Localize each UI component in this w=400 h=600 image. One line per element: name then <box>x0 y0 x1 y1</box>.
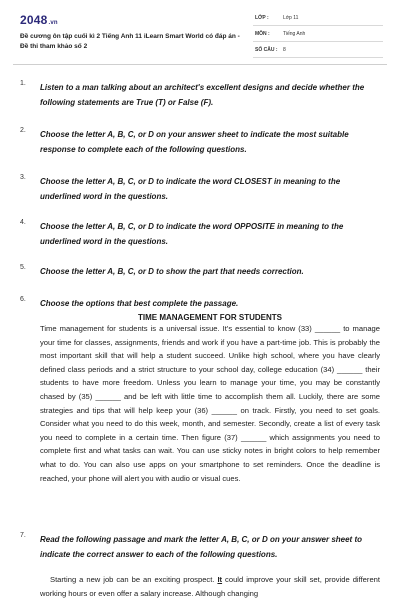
meta-value: 8 <box>283 47 286 53</box>
question-text: Choose the options that best complete the passage. <box>40 299 239 308</box>
logo-suffix: .vn <box>48 20 58 26</box>
meta-row-class <box>253 14 383 26</box>
meta-label: SỐ CÂU : <box>255 47 278 53</box>
meta-row-count <box>253 46 383 58</box>
passage-text: could improve your skill set, provide different working hours or even offer a salary increase. Although changing <box>40 575 380 598</box>
meta-label: MÔN : <box>255 31 270 37</box>
question-text: Read the following passage and mark the letter A, B, C, or D on your answer sheet to indicate the correct answer to each of the following questions. <box>40 535 362 559</box>
question-number: 7. <box>20 532 26 539</box>
document-title: Đề cương ôn tập cuối kì 2 Tiếng Anh 11 iLearn Smart World có đáp án - Đề thi tham khảo số 2 <box>20 33 240 50</box>
question-number: 1. <box>20 80 26 87</box>
passage-body: Time management for students is a universal issue. It's essential to know (33) ______ to manage your time for classes, assignments, friends and work if you have a part-time job. This is probably the most important skill that will help a student succeed. Unlike high school, where you have clearly defined class periods and a strict structure to your school day, college education (34) ______ their students to have more freedom. Unless you learn to manage your time, you may be constantly chased by (35) ______ and be left with little time to accomplish them all. Luckily, there are some strategies and tips that will help keep your (36) ______ on track. Firstly, you need to set goals. Consider what you need to do this week, month, and semester. Secondly, create a list of every task you need to complete in a certain time. Then figure (37) ______ which assignments you need to complete first and what tasks can wait. You can use sticky notes in bright colors to help remember what to do. You can also use apps on your smartphone to set reminders. Once the deadline is reached, your phone will alert you with audio or visual cues. <box>40 324 380 483</box>
logo-text: 2048 <box>20 13 48 27</box>
question-number: 6. <box>20 296 26 303</box>
question-number: 5. <box>20 264 26 271</box>
site-logo[interactable] <box>20 13 58 27</box>
question-text: Listen to a man talking about an architect's excellent designs and decide whether the following statements are True (T) or False (F). <box>40 83 365 107</box>
question-text: Choose the letter A, B, C, or D to indicate the word CLOSEST in meaning to the underlined word in the questions. <box>40 177 341 201</box>
page-header <box>0 0 400 66</box>
question-text: Choose the letter A, B, C, or D to indicate the word OPPOSITE in meaning to the underlined word in the questions. <box>40 222 344 246</box>
passage-text: Starting a new job can be an exciting prospect. <box>50 575 218 584</box>
question-number: 3. <box>20 174 26 181</box>
exam-meta <box>253 14 383 62</box>
passage-title: TIME MANAGEMENT FOR STUDENTS <box>138 313 282 322</box>
question-number: 2. <box>20 127 26 134</box>
header-divider <box>13 64 387 65</box>
meta-value: Lớp 11 <box>283 15 299 21</box>
meta-value: Tiếng Anh <box>283 31 306 37</box>
question-number: 4. <box>20 219 26 226</box>
reading-passage <box>40 573 380 600</box>
meta-row-subject <box>253 30 383 42</box>
question-text: Choose the letter A, B, C, or D to show the part that needs correction. <box>40 267 304 276</box>
underlined-word: It <box>217 575 223 584</box>
meta-label: LỚP : <box>255 15 269 21</box>
question-text: Choose the letter A, B, C, or D on your answer sheet to indicate the most suitable response to complete each of the following questions. <box>40 130 349 154</box>
